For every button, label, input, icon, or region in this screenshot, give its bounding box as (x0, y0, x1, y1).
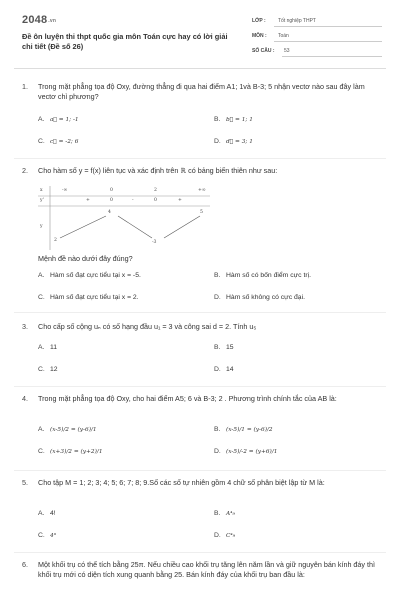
question-4 (22, 394, 378, 466)
document-header (22, 14, 382, 62)
question-count-label: SỐ CÂU : (252, 48, 275, 54)
option-b[interactable]: B. b⃗ = 1; 1 (214, 116, 253, 123)
question-text: Cho tập M = 1; 2; 3; 4; 5; 6; 7; 8; 9.Số các số tự nhiên gồm 4 chữ số phân biệt lập từ M là: (38, 478, 325, 487)
option-d[interactable]: D. C⁴₉ (214, 532, 236, 539)
option-c[interactable]: C. Hàm số đạt cực tiểu tại x = 2. (38, 294, 139, 301)
subject-value: Toán (278, 33, 289, 39)
question-6 (22, 560, 378, 598)
question-text: Cho cấp số cộng uₙ có số hạng đầu u₁ = 3 và công sai d = 2. Tính u₅ (38, 322, 257, 331)
question-number: 2. (22, 166, 28, 175)
x-value: +∞ (198, 188, 206, 193)
row-label-y: y (40, 224, 43, 229)
option-b[interactable]: B. A⁴₉ (214, 510, 235, 517)
increase-arrow (164, 216, 200, 238)
question-number: 1. (22, 82, 28, 91)
row-label-x: x (40, 188, 43, 193)
sign: 0 (154, 198, 157, 203)
increase-arrow (60, 216, 106, 238)
sign: - (132, 198, 134, 203)
option-c[interactable]: C. c⃗ = -2; 6 (38, 138, 79, 145)
subject-label: MÔN : (252, 33, 267, 39)
decrease-arrow (118, 216, 152, 238)
y-value: 2 (54, 238, 57, 243)
row-label-yprime: y' (40, 198, 44, 203)
sign: 0 (110, 198, 113, 203)
class-value: Tốt nghiệp THPT (278, 18, 316, 24)
question-number: 3. (22, 322, 28, 331)
y-value: -3 (152, 240, 157, 245)
option-a[interactable]: A. (x-5)/2 = (y-6)/1 (38, 426, 97, 433)
x-value: 0 (110, 188, 113, 193)
variation-table (38, 186, 210, 250)
option-d[interactable]: D. d⃗ = 3; 1 (214, 138, 253, 145)
question-text: Trong mặt phẳng tọa độ Oxy, đường thẳng đi qua hai điểm A1; 1và B-3; 5 nhận vectơ nào sau đây làm vectơ chỉ phương? (38, 82, 365, 101)
option-d[interactable]: D. 14 (214, 366, 234, 373)
option-a[interactable]: A. 11 (38, 344, 58, 351)
option-b[interactable]: B. Hàm số có bốn điểm cực trị. (214, 272, 312, 279)
question-count-value: 53 (284, 48, 290, 54)
question-5 (22, 478, 378, 550)
question-1 (22, 82, 378, 164)
question-text: Một khối trụ có thể tích bằng 25π. Nếu chiều cao khối trụ tăng lên năm lần và giữ nguyên bán kính đáy thì khối trụ mới có diện tích xung quanh bằng 25. Bán kính đáy của khối trụ ban đầu là: (38, 560, 376, 579)
option-a[interactable]: A. Hàm số đạt cực tiểu tại x = -5. (38, 272, 141, 279)
option-a[interactable]: A. 4! (38, 510, 56, 517)
option-c[interactable]: C. (x+3)/2 = (y+2)/1 (38, 448, 103, 455)
option-d[interactable]: D. Hàm số không có cực đại. (214, 294, 305, 301)
question-3 (22, 322, 378, 382)
site-logo[interactable]: 2048.vn (22, 14, 57, 26)
sign: + (178, 198, 182, 203)
question-number: 5. (22, 478, 28, 487)
question-2-options (22, 254, 378, 314)
question-number: 6. (22, 560, 28, 569)
option-a[interactable]: A. a⃗ = 1; -1 (38, 116, 79, 123)
header-divider (14, 68, 386, 69)
sign: + (86, 198, 90, 203)
y-value: 5 (200, 210, 203, 215)
question-text: Cho hàm số y = f(x) liên tục và xác định trên ℝ có bảng biến thiên như sau: (38, 166, 278, 175)
document-meta (252, 16, 382, 61)
option-c[interactable]: C. 4⁹ (38, 532, 57, 539)
question-text: Trong mặt phẳng tọa độ Oxy, cho hai điểm A5; 6 và B-3; 2 . Phương trình chính tắc của AB là: (38, 394, 337, 403)
question-prompt: Mệnh đề nào dưới đây đúng? (38, 254, 133, 263)
x-value: -∞ (62, 188, 68, 193)
question-number: 4. (22, 394, 28, 403)
document-title: Đề ôn luyện thi thpt quốc gia môn Toán cực hay có lời giải chi tiết (Đề số 26) (22, 32, 228, 51)
option-b[interactable]: B. (x-5)/1 = (y-6)/2 (214, 426, 273, 433)
option-c[interactable]: C. 12 (38, 366, 58, 373)
x-value: 2 (154, 188, 157, 193)
option-d[interactable]: D. (x-5)/-2 = (y+6)/1 (214, 448, 278, 455)
option-b[interactable]: B. 15 (214, 344, 234, 351)
class-label: LỚP : (252, 18, 266, 24)
y-value: 4 (108, 210, 111, 215)
